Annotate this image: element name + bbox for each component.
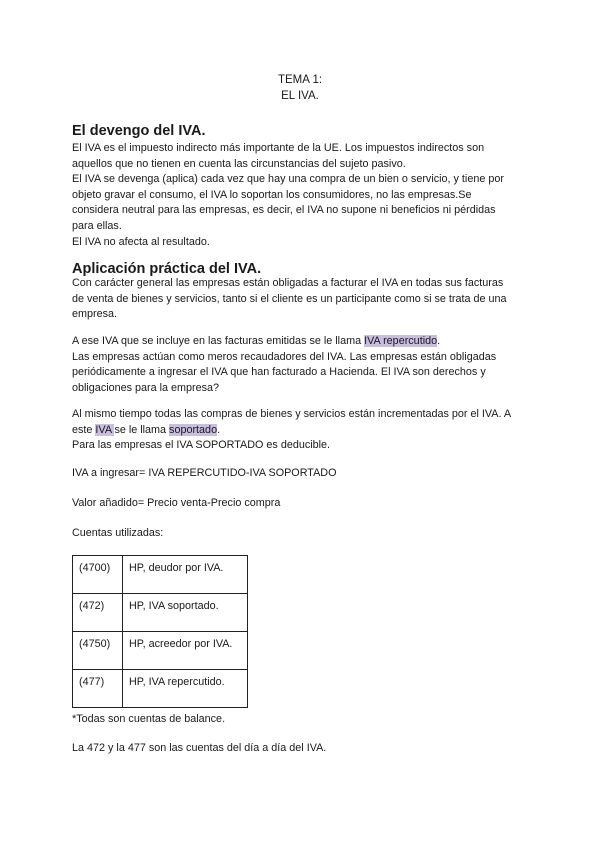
table-row [73,556,248,594]
tema-subject: EL IVA. [281,90,319,102]
highlight-iva-repercutido: IVA repercutido [364,335,438,347]
text-span: este [72,423,96,436]
accounts-table [72,555,248,708]
account-code: (4700) [73,556,123,594]
formula-iva-ingresar: IVA a ingresar= IVA REPERCUTIDO-IVA SOPORTADO [72,467,337,479]
compras-paragraph [72,407,532,454]
text-line: objeto gravar el consumo, el IVA lo soportan los consumidores, no las empresas.Se [72,188,472,201]
table-row [73,670,248,708]
account-description: HP, deudor por IVA. [123,556,248,594]
account-code: (477) [73,670,123,708]
text-line: periódicamente a ingresar el IVA que han facturado a Hacienda. El IVA son derechos y [72,366,486,379]
repercutido-paragraph [72,334,532,396]
text-line: para ellas. [72,219,122,232]
text-line [72,334,532,350]
text-line: Para las empresas el IVA SOPORTADO es deducible. [72,439,331,452]
text-line: de venta de bienes y servicios, tanto si el cliente es un participante como si se trata de una [72,292,507,305]
devengo-paragraph [72,141,532,250]
table-row [73,594,248,632]
text-line: Al mismo tiempo todas las compras de bienes y servicios están incrementadas por el IVA. A [72,408,512,420]
account-description: HP, acreedor por IVA. [123,632,248,670]
cuentas-label: Cuentas utilizadas: [72,527,164,539]
text-line: Las empresas actúan como meros recaudadores del IVA. Las empresas están obligadas [72,350,497,363]
account-code: (4750) [73,632,123,670]
text-span: se le llama [114,423,170,436]
tema-number: TEMA 1: [277,74,323,86]
text-line: El IVA no afecta al resultado. [72,235,210,248]
text-span: . [437,335,441,347]
highlight-soportado: soportado [169,423,218,436]
text-line [72,423,532,439]
text-line: considera neutral para las empresas, es decir, el IVA no supone ni beneficios ni pérdidas [72,204,496,217]
text-line: aquellos que no tienen en cuenta las circunstancias del sujeto pasivo. [72,157,406,170]
section-heading-aplicacion: Aplicación práctica del IVA. [72,261,262,277]
highlight-iva: IVA [95,423,115,436]
text-line: Con carácter general las empresas están obligadas a facturar el IVA en todas sus facturas [72,277,504,289]
table-row [73,632,248,670]
text-line: El IVA es el impuesto indirecto más importante de la UE. Los impuestos indirectos son [72,142,485,154]
section-heading-devengo: El devengo del IVA. [72,123,206,139]
account-description: HP, IVA repercutido. [123,670,248,708]
text-line: obligaciones para la empresa? [72,381,220,394]
text-span: A ese IVA que se incluye en las facturas emitidas se le llama [72,335,365,347]
final-sentence: La 472 y la 477 son las cuentas del día a día del IVA. [72,742,327,754]
aplicacion-intro [72,276,532,323]
formula-valor-anadido: Valor añadido= Precio venta-Precio compra [72,497,281,509]
account-code: (472) [73,594,123,632]
text-span: . [217,423,221,436]
text-line: empresa. [72,308,118,321]
balance-note: *Todas son cuentas de balance. [72,713,226,725]
text-line: El IVA se devenga (aplica) cada vez que hay una compra de un bien o servicio, y tiene por [72,173,504,186]
account-description: HP, IVA soportado. [123,594,248,632]
